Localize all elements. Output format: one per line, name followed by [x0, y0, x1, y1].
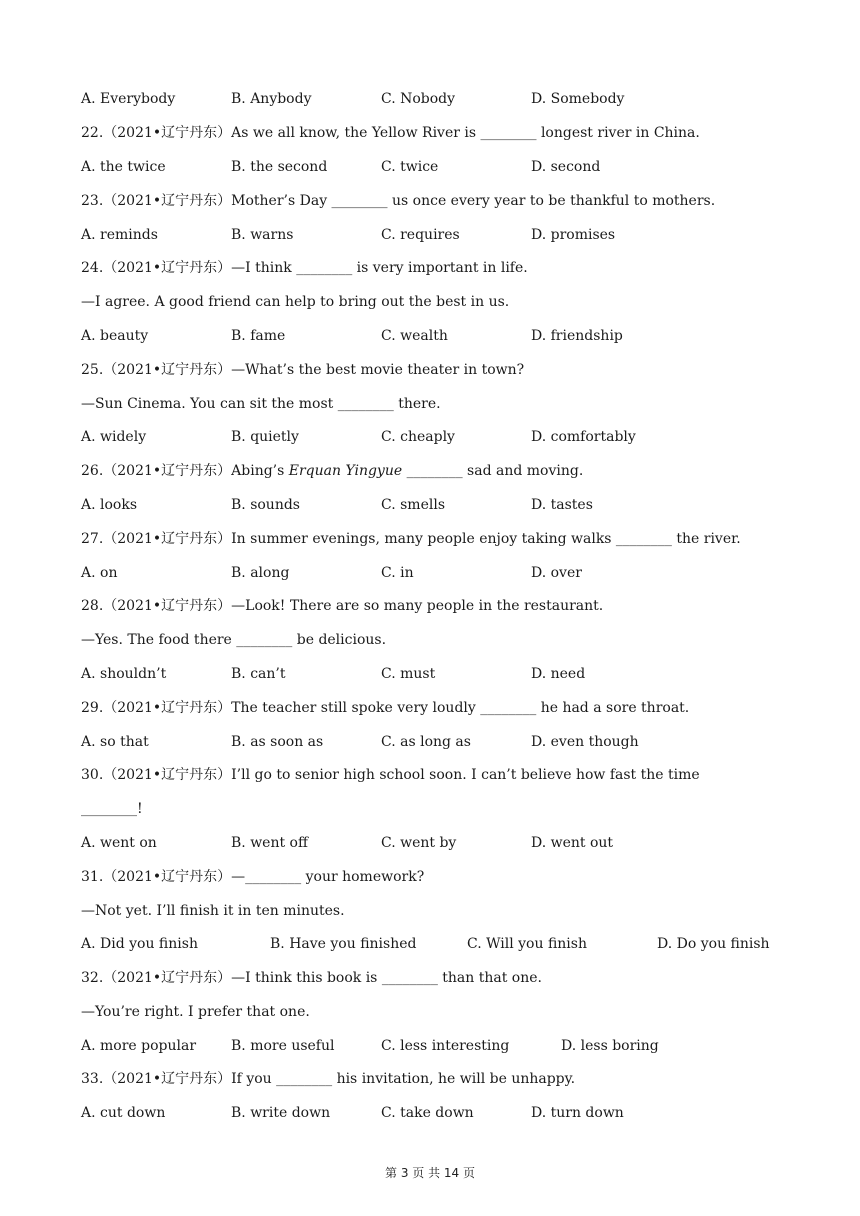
question-26-stem: [81, 461, 583, 481]
option-b: B. quietly: [231, 429, 299, 445]
question-25-dialogue: —Sun Cinema. You can sit the most ________ there.: [81, 396, 441, 412]
option-d: D. less boring: [561, 1038, 659, 1054]
option-c: C. less interesting: [381, 1038, 510, 1054]
question-26-suffix: ________ sad and moving.: [402, 463, 584, 479]
option-b: B. along: [231, 565, 290, 581]
option-b: B. warns: [231, 227, 294, 243]
option-a: A. Did you finish: [81, 936, 198, 952]
question-22-stem: 22.（2021•辽宁丹东）As we all know, the Yellow River is ________ longest river in China.: [81, 125, 700, 141]
question-23-stem: 23.（2021•辽宁丹东）Mother’s Day ________ us once every year to be thankful to mothers.: [81, 193, 716, 209]
question-31-dialogue: —Not yet. I’ll finish it in ten minutes.: [81, 903, 345, 919]
option-b: B. Anybody: [231, 91, 312, 107]
question-32-dialogue: —You’re right. I prefer that one.: [81, 1004, 310, 1020]
question-32-stem: 32.（2021•辽宁丹东）—I think this book is ________ than that one.: [81, 970, 542, 986]
option-c: C. requires: [381, 227, 460, 243]
option-d: D. friendship: [531, 328, 623, 344]
option-d: D. went out: [531, 835, 614, 851]
options-row-q25: [0, 427, 780, 447]
option-c: C. cheaply: [381, 429, 455, 445]
option-d: D. over: [531, 565, 582, 581]
option-c: C. went by: [381, 835, 457, 851]
option-b: B. can’t: [231, 666, 286, 682]
options-row-q27: [0, 563, 780, 583]
options-row-q32: [0, 1036, 780, 1056]
options-row-q30: [0, 833, 780, 853]
option-c: C. take down: [381, 1105, 474, 1121]
question-33-stem: 33.（2021•辽宁丹东）If you ________ his invitation, he will be unhappy.: [81, 1071, 576, 1087]
option-c: C. as long as: [381, 734, 471, 750]
option-a: A. went on: [81, 835, 157, 851]
option-b: B. fame: [231, 328, 286, 344]
option-a: A. reminds: [81, 227, 158, 243]
option-a: A. on: [81, 565, 118, 581]
option-d: D. tastes: [531, 497, 593, 513]
question-25-stem: 25.（2021•辽宁丹东）—What’s the best movie theater in town?: [81, 362, 525, 378]
option-d: D. turn down: [531, 1105, 624, 1121]
question-30-stem: 30.（2021•辽宁丹东）I’ll go to senior high school soon. I can’t believe how fast the time: [81, 767, 700, 783]
question-28-stem: 28.（2021•辽宁丹东）—Look! There are so many people in the restaurant.: [81, 598, 604, 614]
question-27-stem: 27.（2021•辽宁丹东）In summer evenings, many people enjoy taking walks ________ the river.: [81, 531, 741, 547]
option-c: C. in: [381, 565, 414, 581]
question-30-continuation: ________!: [81, 801, 143, 817]
option-a: A. the twice: [81, 159, 166, 175]
option-a: A. widely: [81, 429, 147, 445]
option-b: B. more useful: [231, 1038, 335, 1054]
option-b: B. sounds: [231, 497, 300, 513]
option-c: C. Will you finish: [467, 936, 587, 952]
option-c: C. must: [381, 666, 436, 682]
options-row-q33: [0, 1103, 780, 1123]
option-a: A. more popular: [81, 1038, 197, 1054]
options-row-q24: [0, 326, 780, 346]
option-c: C. Nobody: [381, 91, 456, 107]
option-a: A. cut down: [81, 1105, 166, 1121]
option-d: D. second: [531, 159, 601, 175]
question-26-prefix: 26.（2021•辽宁丹东）Abing’s: [81, 463, 289, 479]
song-title: Erquan Yingyue: [288, 463, 403, 479]
option-a: A. Everybody: [81, 91, 176, 107]
question-24-stem: 24.（2021•辽宁丹东）—I think ________ is very important in life.: [81, 260, 528, 276]
option-b: B. write down: [231, 1105, 331, 1121]
option-b: B. the second: [231, 159, 328, 175]
options-row-q28: [0, 664, 780, 684]
question-31-stem: 31.（2021•辽宁丹东）—________ your homework?: [81, 869, 425, 885]
option-a: A. shouldn’t: [81, 666, 167, 682]
option-a: A. beauty: [81, 328, 149, 344]
option-d: D. even though: [531, 734, 639, 750]
option-d: D. promises: [531, 227, 616, 243]
option-d: D. need: [531, 666, 586, 682]
options-row-q21: [0, 89, 780, 109]
option-d: D. comfortably: [531, 429, 636, 445]
options-row-q23: [0, 225, 780, 245]
options-row-q26: [0, 495, 780, 515]
option-c: C. wealth: [381, 328, 448, 344]
option-a: A. so that: [81, 734, 149, 750]
option-b: B. Have you finished: [270, 936, 417, 952]
option-d: D. Do you finish: [657, 936, 770, 952]
question-29-stem: 29.（2021•辽宁丹东）The teacher still spoke very loudly ________ he had a sore throat.: [81, 700, 690, 716]
option-b: B. went off: [231, 835, 308, 851]
page-number-footer: 第 3 页 共 14 页: [385, 1166, 475, 1180]
question-24-dialogue: —I agree. A good friend can help to bring out the best in us.: [81, 294, 510, 310]
option-d: D. Somebody: [531, 91, 625, 107]
options-row-q29: [0, 732, 780, 752]
option-c: C. smells: [381, 497, 445, 513]
options-row-q22: [0, 157, 780, 177]
option-a: A. looks: [81, 497, 138, 513]
question-28-dialogue: —Yes. The food there ________ be delicious.: [81, 632, 387, 648]
option-b: B. as soon as: [231, 734, 324, 750]
options-row-q31: [0, 934, 780, 954]
option-c: C. twice: [381, 159, 439, 175]
